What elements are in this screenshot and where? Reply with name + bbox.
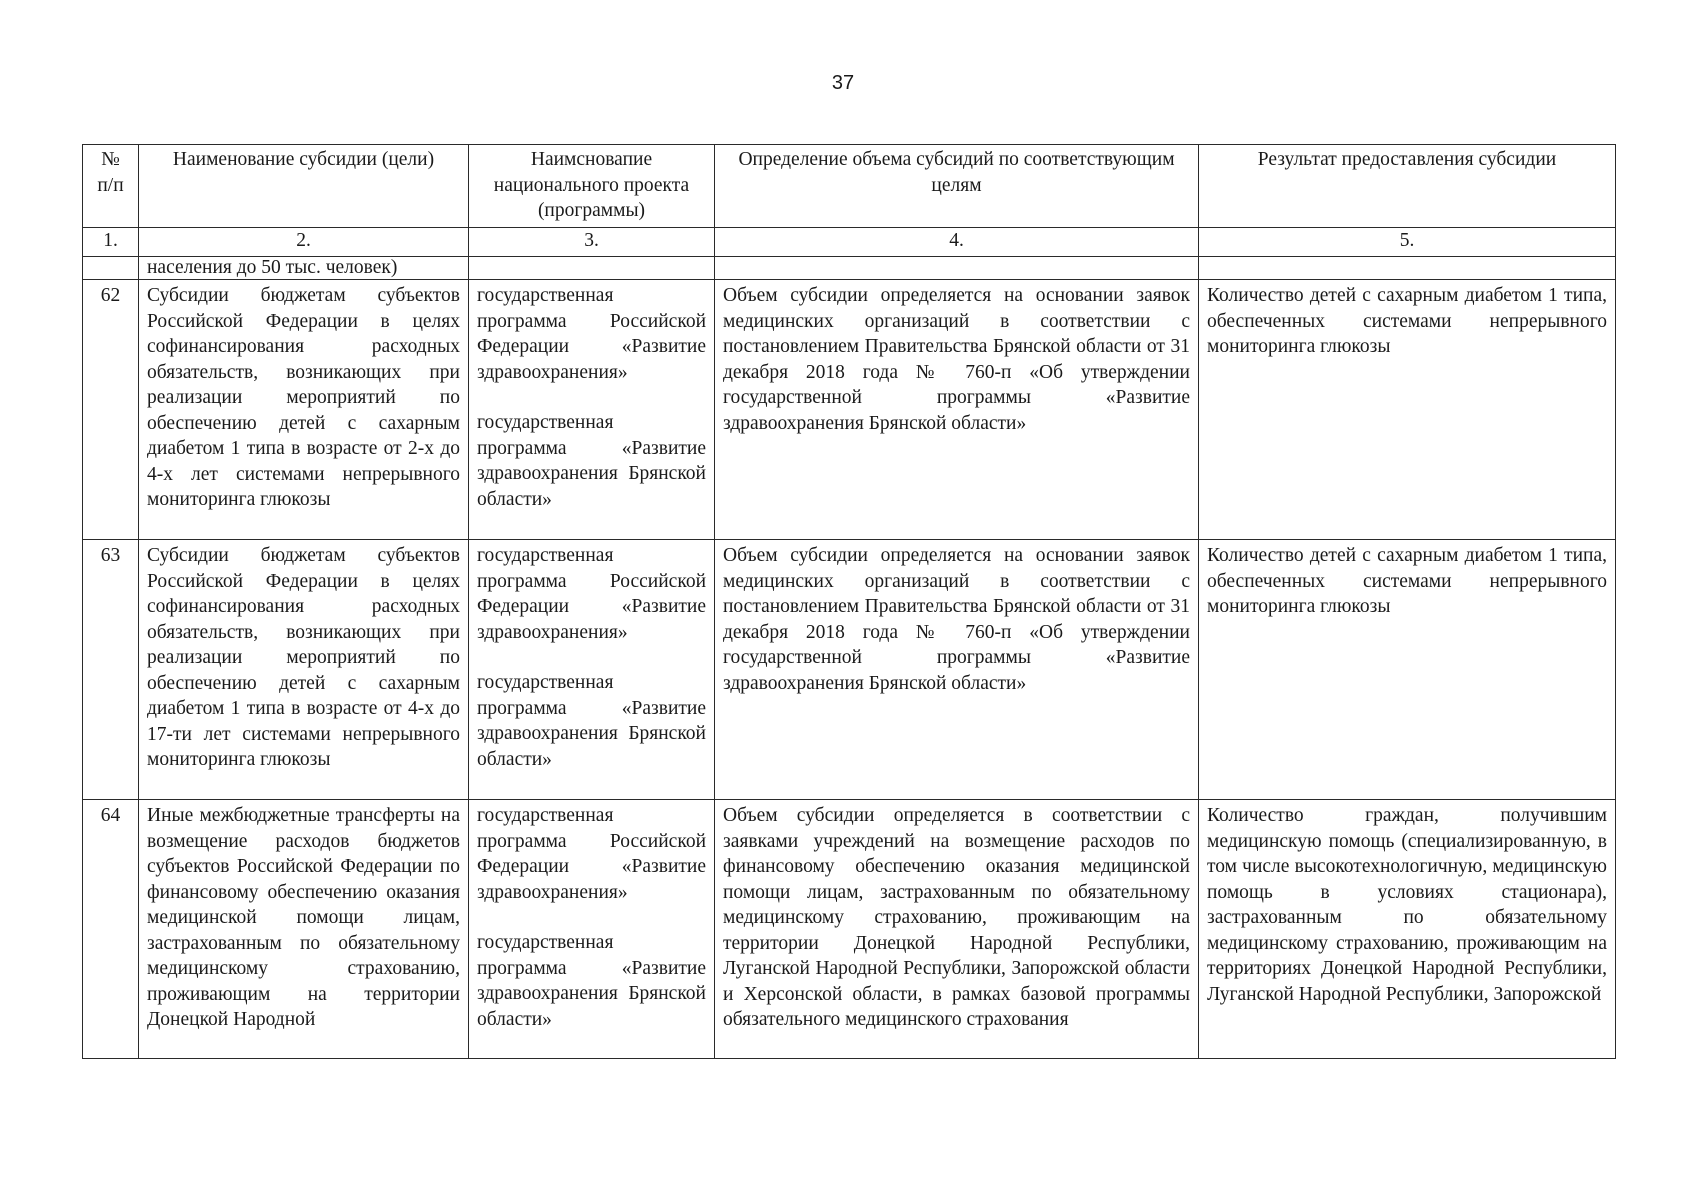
subsidy-name: Субсидии бюджетам субъектов Российской Федерации в целях софинансирования расходных обязательств, возникающих при реализации мероприятий по обеспечению детей с сахарным диабетом 1 типа в возрасте от 2-х до 4-х лет системами непрерывного мониторинга глюкозы: [139, 280, 469, 540]
subsidy-name: Иные межбюджетные трансферты на возмещение расходов бюджетов субъектов Российской Федерации по финансовому обеспечению оказания медицинской помощи лицам, застрахованным по обязательному медицинскому страхованию, проживающим на территории Донецкой Народной: [139, 800, 469, 1059]
continuation-row: [83, 257, 1616, 280]
table-header-row: [83, 145, 1616, 228]
table-row: [83, 800, 1616, 1059]
index-cell: 1.: [83, 228, 139, 257]
national-project-cell: [469, 280, 715, 540]
header-national-project: Наимсновапие национального проекта (программы): [469, 145, 715, 228]
subsidy-result: Количество детей с сахарным диабетом 1 типа, обеспеченных системами непрерывного мониторинга глюкозы: [1199, 280, 1616, 540]
volume-determination: Объем субсидии определяется на основании заявок медицинских организаций в соответствии с постановлением Правительства Брянской области от 31 декабря 2018 года № 760-п «Об утверждении государственной программы «Развитие здравоохранения Брянской области»: [715, 540, 1199, 800]
project-regional: государственная программа «Развитие здравоохранения Брянской области»: [477, 932, 706, 1030]
continuation-num-cell: [83, 257, 139, 280]
project-spacer: [477, 645, 706, 670]
national-project-cell: [469, 800, 715, 1059]
project-spacer: [477, 385, 706, 410]
continuation-empty-cell: [715, 257, 1199, 280]
project-federal: государственная программа Российской Федерации «Развитие здравоохранения»: [477, 545, 706, 643]
table-row: [83, 540, 1616, 800]
table-index-row: [83, 228, 1616, 257]
subsidy-result: Количество детей с сахарным диабетом 1 типа, обеспеченных системами непрерывного мониторинга глюкозы: [1199, 540, 1616, 800]
continuation-empty-cell: [469, 257, 715, 280]
page-number: 37: [831, 72, 855, 94]
volume-determination: Объем субсидии определяется в соответствии с заявками учреждений на возмещение расходов по финансовому обеспечению оказания медицинской помощи лицам, застрахованным по обязательному медицинскому страхованию, проживающим на территории Донецкой Народной Республики, Луганской Народной Республики, Запорожской области и Херсонской области, в рамках базовой программы обязательного медицинского страхования: [715, 800, 1199, 1059]
table-row: [83, 280, 1616, 540]
row-number: 64: [83, 800, 139, 1059]
project-regional: государственная программа «Развитие здравоохранения Брянской области»: [477, 412, 706, 510]
subsidy-table: [82, 144, 1616, 1059]
index-cell: 4.: [715, 228, 1199, 257]
index-cell: 2.: [139, 228, 469, 257]
header-volume-determination: Определение объема субсидий по соответствующим целям: [715, 145, 1199, 228]
header-subsidy-name: Наименование субсидии (цели): [139, 145, 469, 228]
project-federal: государственная программа Российской Федерации «Развитие здравоохранения»: [477, 805, 706, 903]
continuation-text: населения до 50 тыс. человек): [139, 257, 469, 280]
header-number: № п/п: [83, 145, 139, 228]
index-cell: 5.: [1199, 228, 1616, 257]
subsidy-name: Субсидии бюджетам субъектов Российской Федерации в целях софинансирования расходных обязательств, возникающих при реализации мероприятий по обеспечению детей с сахарным диабетом 1 типа в возрасте от 4-х до 17-ти лет системами непрерывного мониторинга глюкозы: [139, 540, 469, 800]
row-number: 63: [83, 540, 139, 800]
row-number: 62: [83, 280, 139, 540]
volume-determination: Объем субсидии определяется на основании заявок медицинских организаций в соответствии с постановлением Правительства Брянской области от 31 декабря 2018 года № 760-п «Об утверждении государственной программы «Развитие здравоохранения Брянской области»: [715, 280, 1199, 540]
project-spacer: [477, 905, 706, 930]
continuation-empty-cell: [1199, 257, 1616, 280]
subsidy-result: Количество граждан, получившим медицинскую помощь (специализированную, в том числе высокотехнологичную, медицинскую помощь в условиях стационара), застрахованным по обязательному медицинскому страхованию, проживающим на территориях Донецкой Народной Республики, Луганской Народной Республики, Запорожской: [1199, 800, 1616, 1059]
index-cell: 3.: [469, 228, 715, 257]
project-federal: государственная программа Российской Федерации «Развитие здравоохранения»: [477, 285, 706, 383]
header-result: Результат предоставления субсидии: [1199, 145, 1616, 228]
national-project-cell: [469, 540, 715, 800]
project-regional: государственная программа «Развитие здравоохранения Брянской области»: [477, 672, 706, 770]
